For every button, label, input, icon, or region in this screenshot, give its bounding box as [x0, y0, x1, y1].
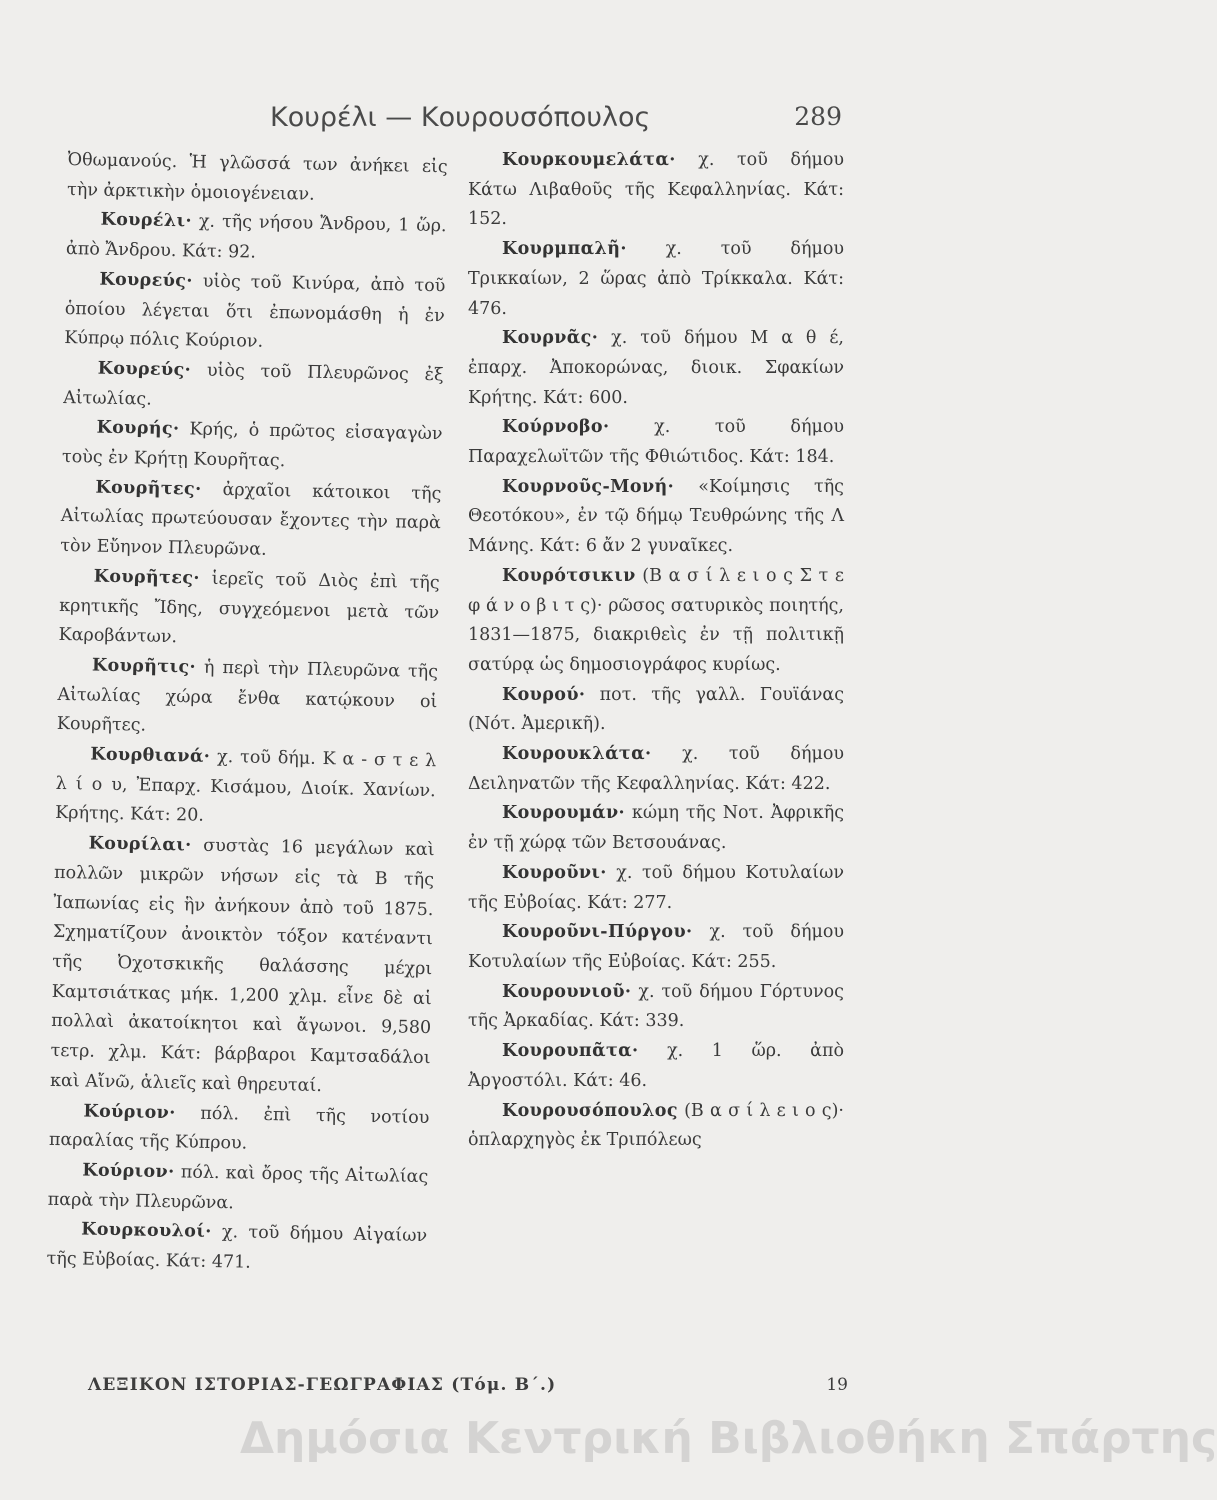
dictionary-entry: Κουρῆτες· ἀρχαῖοι κάτοικοι τῆς Αἰτωλίας πρωτεύουσαν ἔχοντες τὴν παρὰ τὸν Εὔηνον Πλευρῶνα.: [60, 477, 442, 561]
dictionary-entry: Κουρῆτις· ἡ περὶ τὴν Πλευρῶνα τῆς Αἰτωλίας χώρα ἔνθα κατῴκουν οἱ Κουρῆτες.: [56, 655, 439, 736]
dictionary-entry: Κουρίλαι· συστὰς 16 μεγάλων καὶ πολλῶν μικρῶν νήσων εἰς τὰ Β τῆς Ἰαπωνίας εἰς ἣν ἀνήκουν ἀπὸ τοῦ 1875. Σχηματίζουν ἀνοικτὸν τόξον κατέναντι τῆς Ὀχοτσκικῆς θαλάσσης μέχρι Καμτσιάτκας μήκ. 1,200 χλμ. εἶνε δὲ αἱ πολλαὶ ἀκατοίκητοι καὶ ἄγωνοι. 9,580 τετρ. χλμ. Κάτ: βάρβαροι Καμτσαδάλοι καὶ Αἴνῶ, ἁλιεῖς καὶ θηρευταί.: [49, 833, 435, 1096]
page-title: Κουρέλι — Κουρουσόπουλος: [270, 102, 651, 133]
dictionary-entry: Κουρῆτες· ἱερεῖς τοῦ Διὸς ἐπὶ τῆς κρητικῆς Ἴδης, συγχεόμενοι μετὰ τῶν Καροβάντων.: [58, 566, 440, 648]
dictionary-entry: Κουρνοῦς-Μονή· «Κοίμησις τῆς Θεοτόκου», ἐν τῷ δήμῳ Τευθρώνης τῆς Λ Μάνης. Κάτ: 6 ἄν 2 γυναῖκες.: [468, 476, 844, 557]
dictionary-entry: Κουρουσόπουλος (Β α σ ί λ ε ι ο ς)· ὁπλαρχηγὸς ἐκ Τριπόλεως: [468, 1100, 844, 1151]
library-watermark: Δημόσια Κεντρική Βιβλιοθήκη Σπάρτης: [240, 1413, 1217, 1464]
dictionary-entry: Κουρουμάν· κώμη τῆς Νοτ. Ἀφρικῆς ἐν τῇ χώρᾳ τῶν Βετσουάνας.: [468, 803, 844, 854]
dictionary-entry: Κουρού· ποτ. τῆς γαλλ. Γουϊάνας (Νότ. Ἀμερικῆ).: [468, 684, 844, 735]
right-column: [468, 146, 844, 1156]
dictionary-entry: Κουροῦνι-Πύργου· χ. τοῦ δήμου Κοτυλαίων τῆς Εὐβοίας. Κάτ: 255.: [468, 922, 844, 972]
dictionary-entry: Κουρνᾶς· χ. τοῦ δήμου Μ α θ έ, ἐπαρχ. Ἀποκορώνας, διοικ. Σφακίων Κρήτης. Κάτ: 600.: [468, 328, 844, 408]
page-footer: [88, 1375, 848, 1395]
dictionary-entry: Κουρεύς· υἱὸς τοῦ Κινύρα, ἀπὸ τοῦ ὁποίου λέγεται ὅτι ἐπωνομάσθη ἡ ἐν Κύπρῳ πόλις Κούριον.: [64, 269, 446, 352]
dictionary-entry: Κουρθιανά· χ. τοῦ δήμ. Κ α - σ τ ε λ λ ί ο υ, Ἐπαρχ. Κισάμου, Διοίκ. Χανίων. Κρήτης. Κάτ: 20.: [54, 744, 437, 827]
left-column: [46, 146, 448, 1282]
dictionary-entry: Κουρεύς· υἱὸς τοῦ Πλευρῶνος ἐξ Αἰτωλίας.: [62, 358, 444, 410]
dictionary-entry: Κούρνοβο· χ. τοῦ δήμου Παραχελωϊτῶν τῆς Φθιώτιδος. Κάτ: 184.: [468, 417, 844, 468]
dictionary-entry: Κουρουνιοῦ· χ. τοῦ δήμου Γόρτυνος τῆς Ἀρκαδίας. Κάτ: 339.: [468, 981, 844, 1032]
dictionary-entry: Κουρκουλοί· χ. τοῦ δήμου Αἰγαίων τῆς Εὐβοίας. Κάτ: 471.: [46, 1219, 428, 1273]
dictionary-entry: Κουρουκλάτα· χ. τοῦ δήμου Δειληνατῶν τῆς Κεφαλληνίας. Κάτ: 422.: [468, 744, 844, 794]
dictionary-entry: Κούριον· πόλ. καὶ ὄρος τῆς Αἰτωλίας παρὰ τὴν Πλευρῶνα.: [47, 1160, 429, 1213]
page-number: 289: [794, 102, 842, 131]
dictionary-entry: Κουρότσικιν (Β α σ ί λ ε ι ο ς Σ τ ε φ ά ν ο β ι τ ς)· ρῶσος σατυρικὸς ποιητής, 1831—1875, διακριθεὶς ἐν τῇ πολιτικῇ σατύρᾳ ὡς δημοσιογράφος κυρίως.: [468, 565, 844, 675]
dictionary-entry: Κουροῦνι· χ. τοῦ δήμου Κοτυλαίων τῆς Εὐβοίας. Κάτ: 277.: [468, 862, 844, 913]
footer-series-title: ΛΕΞΙΚΟΝ ΙΣΤΟΡΙΑΣ-ΓΕΩΓΡΑΦΙΑΣ (Τόμ. Β΄.): [88, 1375, 557, 1395]
footer-signature-number: 19: [826, 1375, 848, 1395]
dictionary-entry: Κουρουπᾶτα· χ. 1 ὥρ. ἀπὸ Ἀργοστόλι. Κάτ: 46.: [468, 1041, 844, 1091]
dictionary-entry: Κούριον· πόλ. ἐπὶ τῆς νοτίου παραλίας τῆς Κύπρου.: [48, 1100, 430, 1154]
dictionary-entry: Κουρής· Κρής, ὁ πρῶτος εἰσαγαγὼν τοὺς ἐν Κρήτῃ Κουρῆτας.: [61, 417, 443, 472]
dictionary-entry: Κουρμπαλῆ· χ. τοῦ δήμου Τρικκαίων, 2 ὥρας ἀπὸ Τρίκκαλα. Κάτ: 476.: [468, 239, 844, 319]
dictionary-entry: Κουρκουμελάτα· χ. τοῦ δήμου Κάτω Λιβαθοῦς τῆς Κεφαλληνίας. Κάτ: 152.: [468, 150, 844, 230]
dictionary-entry: Ὀθωμανούς. Ἡ γλῶσσά των ἀνήκει εἰς τὴν ἀρκτικὴν ὁμοιογένειαν.: [66, 149, 448, 205]
dictionary-entry: Κουρέλι· χ. τῆς νήσου Ἄνδρου, 1 ὥρ. ἀπὸ Ἄνδρου. Κάτ: 92.: [65, 210, 447, 263]
